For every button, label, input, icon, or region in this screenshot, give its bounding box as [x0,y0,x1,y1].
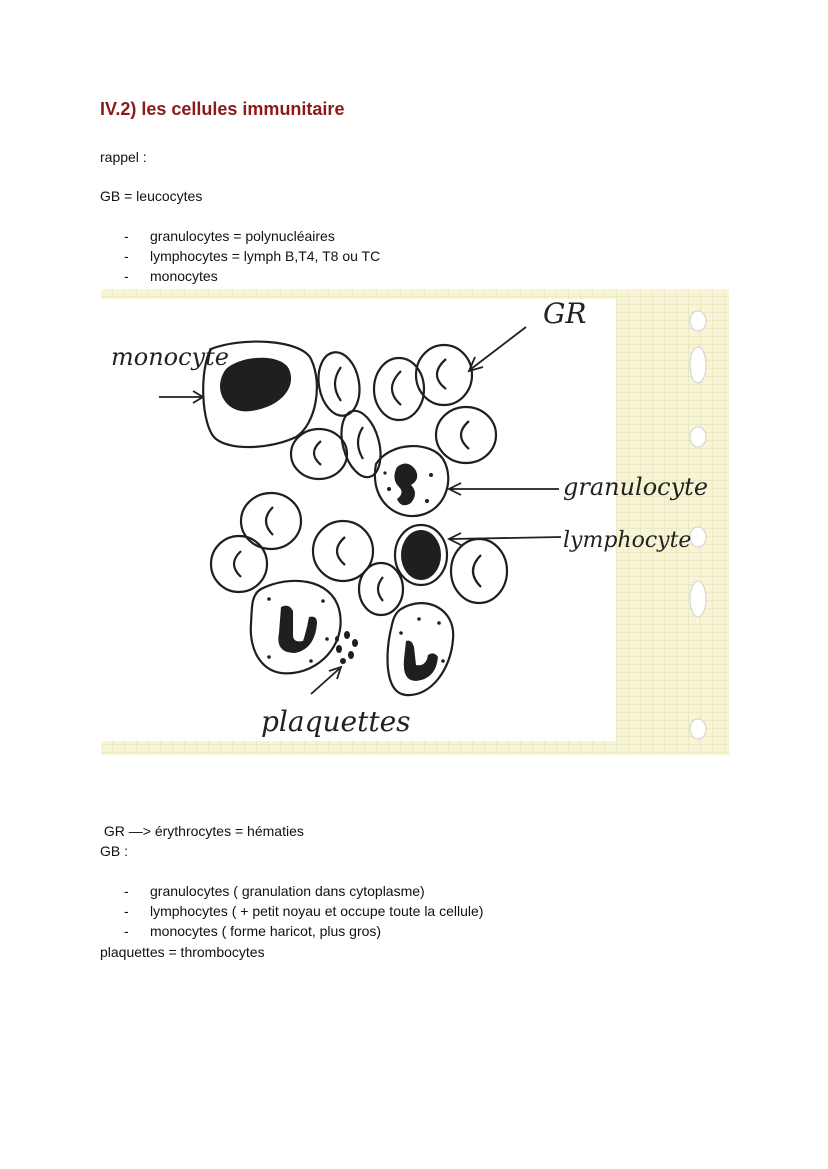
gb-definition: GB = leucocytes [100,188,203,204]
gr-definition: GR —> érythrocytes = hématies [100,823,304,839]
granulocyte-label: granulocyte [563,473,709,501]
list-item: - lymphocytes ( + petit noyau et occupe toute la cellule) [124,903,484,919]
gb-label: GB : [100,843,129,859]
list-item: - granulocytes ( granulation dans cytoplasme) [124,883,425,899]
monocyte-label: monocyte [111,343,229,371]
recall-label: rappel : [100,149,147,165]
list-item: - monocytes [124,268,218,284]
section-heading: IV.2) les cellules immunitaire [100,99,345,119]
platelets-definition: plaquettes = thrombocytes [100,944,265,960]
list-item: - lymphocytes = lymph B,T4, T8 ou TC [124,248,381,264]
list-item: - monocytes ( forme haricot, plus gros) [124,923,382,939]
plaquettes-label: plaquettes [261,705,411,738]
gr-label: GR [543,297,587,330]
lymphocyte-label: lymphocyte [563,528,692,553]
list-item: - granulocytes = polynucléaires [124,228,335,244]
lymphocyte-cell [395,525,447,585]
blood-cells-drawing [101,289,729,755]
